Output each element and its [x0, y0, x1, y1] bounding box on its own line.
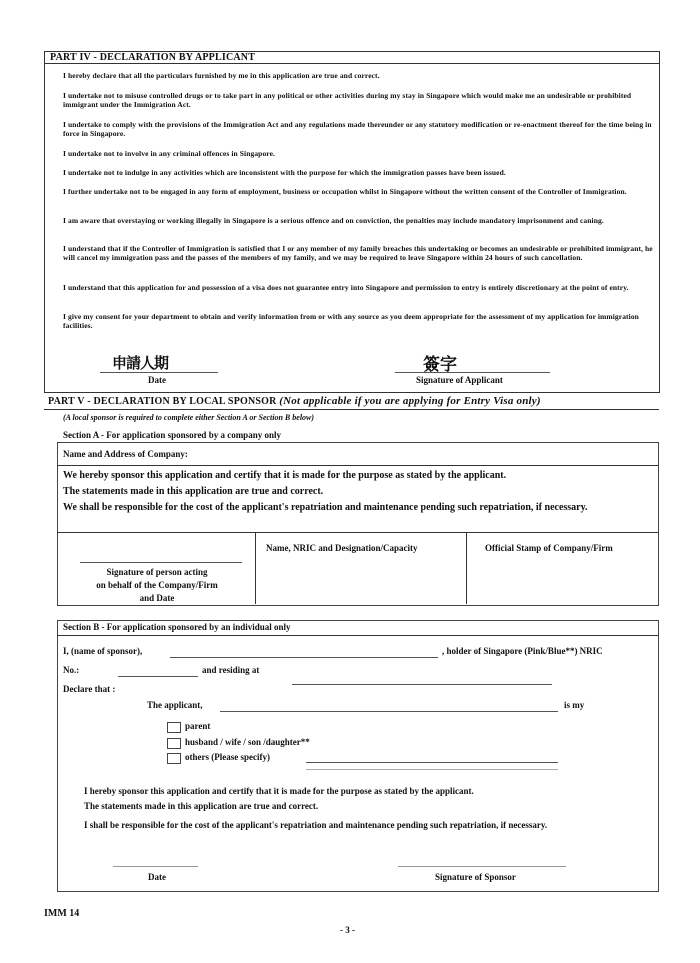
declaration-paragraph: I undertake to comply with the provisions of the Immigration Act and any regulations made thereunder or any statutory modification or re-enactment thereof for the time being in force in Singapore. [63, 120, 652, 138]
section-a-title: Section A - For application sponsored by a company only [63, 430, 281, 440]
checkbox-parent[interactable] [167, 722, 181, 733]
sig-label-line3: and Date [139, 593, 175, 603]
part5-title-note: (Not applicable if you are applying for Entry Visa only) [279, 395, 541, 407]
page-number: - 3 - [340, 925, 355, 935]
checkbox-others[interactable] [167, 753, 181, 764]
declaration-paragraph: I understand that if the Controller of Immigration is satisfied that I or any member of my family breaches this undertaking or becomes an undesirable or prohibited immigrant, he will cancel my immigration pass and the passes of the members of my family, and we may be required to leave Singapore within 24 hours of such cancellation. [63, 244, 653, 262]
sig-label-line2: on behalf of the Company/Firm [96, 580, 218, 590]
option-others-label: others (Please specify) [185, 752, 270, 762]
address-field[interactable] [292, 684, 552, 685]
sponsor-name-prefix: I, (name of sponsor), [63, 646, 143, 656]
official-stamp-label: Official Stamp of Company/Firm [485, 543, 613, 553]
nric-no-field[interactable] [118, 676, 198, 677]
applicant-signature-label: Signature of Applicant [416, 375, 503, 385]
residing-label: and residing at [202, 665, 260, 675]
part4-title: PART IV - DECLARATION BY APPLICANT [50, 52, 256, 63]
part5-heading [48, 395, 541, 407]
is-my-label: is my [564, 700, 585, 710]
declaration-paragraph: I hereby declare that all the particulars furnished by me in this application are true and correct. [63, 71, 380, 80]
section-b-title: Section B - For application sponsored by an individual only [63, 622, 291, 632]
handwritten-date: 申請人期 [112, 354, 169, 372]
sponsor-statement: I hereby sponsor this application and certify that it is made for the purpose as stated by the applicant. [84, 786, 474, 796]
checkbox-spouse-child[interactable] [167, 738, 181, 749]
part5-title: PART V - DECLARATION BY LOCAL SPONSOR [48, 396, 277, 407]
sponsor-statement: The statements made in this application are true and correct. [84, 801, 319, 811]
section-a-line: We shall be responsible for the cost of the applicant's repatriation and maintenance pending such repatriation, if necessary. [63, 502, 588, 513]
applicant-name-field[interactable] [220, 711, 558, 712]
declaration-paragraph: I am aware that overstaying or working illegally in Singapore is a serious offence and on conviction, the penalties may include mandatory imprisonment and caning. [63, 216, 604, 225]
sponsor-signature-label: Signature of Sponsor [435, 872, 516, 882]
section-a-line: The statements made in this application are true and correct. [63, 486, 324, 497]
date-label: Date [148, 375, 166, 385]
name-nric-label: Name, NRIC and Designation/Capacity [266, 543, 418, 553]
company-signature-label [62, 566, 252, 605]
company-name-label: Name and Address of Company: [63, 449, 188, 459]
sig-label-line1: Signature of person acting [106, 567, 208, 577]
section-b-box [57, 620, 659, 892]
declaration-paragraph: I further undertake not to be engaged in any form of employment, business or occupation whilst in Singapore without the written consent of the Controller of Immigration. [63, 187, 627, 196]
sponsor-statement: I shall be responsible for the cost of the applicant's repatriation and maintenance pending such repatriation, if necessary. [84, 820, 548, 830]
part5-subnote: (A local sponsor is required to complete either Section A or Section B below) [63, 413, 315, 422]
declaration-paragraph: I undertake not to indulge in any activities which are inconsistent with the purpose for which the immigration passes have been issued. [63, 168, 506, 177]
nric-no-label: No.: [63, 665, 80, 675]
declaration-paragraph: I undertake not to misuse controlled drugs or to take part in any political or other activities during my stay in Singapore which would make me an undesirable or prohibited immigrant under the Immigration Act. [63, 91, 632, 109]
sponsor-nric-suffix: , holder of Singapore (Pink/Blue**) NRIC [442, 646, 603, 656]
declare-label: Declare that : [63, 684, 116, 694]
declaration-paragraph: I understand that this application for and possession of a visa does not guarantee entry into Singapore and permission to entry is entirely discretionary at the point of entry. [63, 283, 629, 292]
others-specify-field-2[interactable] [306, 769, 558, 770]
others-specify-field[interactable] [306, 762, 558, 763]
option-spouse-child-label: husband / wife / son /daughter** [185, 737, 310, 747]
option-parent-label: parent [185, 721, 211, 731]
declaration-paragraph: I give my consent for your department to obtain and verify information from or with any source as you deem appropriate for the assessment of my application for immigration facilities. [63, 312, 639, 330]
sponsor-name-field[interactable] [170, 657, 438, 658]
declaration-paragraph: I undertake not to involve in any criminal offences in Singapore. [63, 149, 275, 158]
applicant-label: The applicant, [147, 700, 203, 710]
form-code: IMM 14 [44, 908, 80, 919]
section-a-line: We hereby sponsor this application and certify that it is made for the purpose as stated by the applicant. [63, 470, 507, 481]
sponsor-date-label: Date [148, 872, 166, 882]
handwritten-signature: 簽字 [423, 355, 457, 375]
